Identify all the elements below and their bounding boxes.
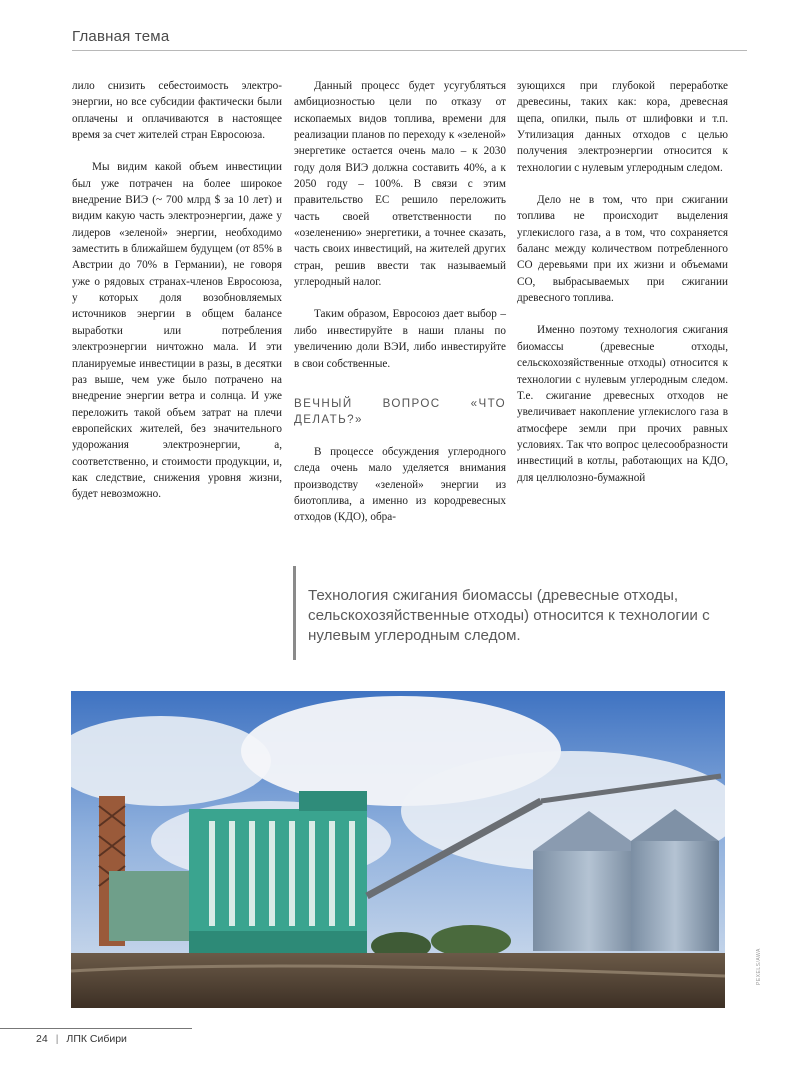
paragraph: Таким образом, Евросоюз дает выбор – либо инвестируйте в наши планы по увеличению доли ВЭИ, либо инвестируйте в свои собственные. bbox=[294, 308, 506, 370]
section-title: Главная тема bbox=[72, 28, 170, 45]
paragraph: лило снизить себестоимость электроэнергии, но все субсидии фактически были оплачены и оплачиваются в настоящее время за счет жителей стран Евросоюза. bbox=[72, 80, 282, 142]
text-column-3 bbox=[517, 78, 728, 486]
magazine-name: ЛПК Сибири bbox=[66, 1033, 127, 1045]
page-footer bbox=[36, 1033, 127, 1045]
pullquote: Технология сжигания биомассы (древесные отходы, сельскохозяйственные отходы) относится к технологии с нулевым углеродным следом. bbox=[308, 587, 710, 644]
industrial-plant-photo bbox=[71, 691, 725, 1008]
paragraph: Данный процесс будет усугубляться амбициозностью цели по отказу от ископаемых видов топлива, времени для реализации планов по переходу к «зеленой» энергетике остается очень мало – к 2030 году доля ВИЭ должна составить 40%, а к 2050 году – 100%. В связи с этим правительство ЕС решило переложить часть своей ответственности по «озеленению» энергетики, а точнее сказать, часть своих инвестиций, на жителей других стран, решив ввести так называемый углеродный налог. bbox=[294, 80, 506, 289]
text-column-2 bbox=[294, 78, 506, 526]
header-rule bbox=[72, 50, 747, 51]
pullquote-bar bbox=[293, 566, 296, 660]
text-column-1 bbox=[72, 78, 282, 503]
footer-separator: | bbox=[55, 1033, 59, 1045]
paragraph: В процессе обсуждения углеродного следа очень мало уделяется внимания производству «зеленой» энергии из биотоплива, а именно из кородревесных отходов (КДО), обра- bbox=[294, 445, 506, 524]
paragraph: Мы видим какой объем инвестиции был уже потрачен на более широкое внедрение ВИЭ (~ 700 млрд $ за 10 лет) и видим какую часть электроэнергии, даже у лидеров «зеленой» энергии, необходимо заместить в ближайшем будущем (от 85% в Австрии до 70% в Германии), не говоря уже о рядовых странах-членов Евросоюза, у которых доля возобновляемых источников энергии в общем балансе выработки или потребления электроэнергии ничтожно мала. И эти планируемые инвестиции в разы, в десятки раз выше, чем уже было потрачено на внедрение энергии ветра и солнца. И уже переложить такой объем затрат на плечи европейских жителей, без значительного удорожания электроэнергии, а, соответственно, и стоимости продукции, и, как следствие, снижения уровня жизни, будет невозможно. bbox=[72, 161, 282, 501]
footer-rule bbox=[0, 1028, 192, 1029]
paragraph: Именно поэтому технология сжигания биомассы (древесные отходы, сельскохозяйственные отходы) относится к технологии с нулевым углеродным следом. Т.е. сжигание древесных отходов не увеличивает накопление углекислого газа в атмосфере земли при прочих равных условиях. Так что вопрос целесообразности инвестиций в котлы, работающих на КДО, для целлюлозно-бумажной bbox=[517, 324, 728, 484]
paragraph: зующихся при глубокой переработке древесины, таких как: кора, древесная щепа, опилки, пыль от шлифовки и т.п. Утилизация данных отходов с целью получения электроэнергии относится к технологии с нулевым углеродным следом. bbox=[517, 80, 728, 174]
subheading: ВЕЧНЫЙ ВОПРОС «ЧТО ДЕЛАТЬ?» bbox=[294, 396, 506, 426]
paragraph: Дело не в том, что при сжигании топлива не происходит выделения углекислого газа, а в том, что сохраняется баланс между количеством потребленного СО деревьями при их жизни и объемами СО, выбрасываемых при сжигании древесного топлива. bbox=[517, 194, 728, 305]
page-number: 24 bbox=[36, 1033, 48, 1045]
photo-credit: PEXELS/AWA bbox=[756, 948, 762, 985]
